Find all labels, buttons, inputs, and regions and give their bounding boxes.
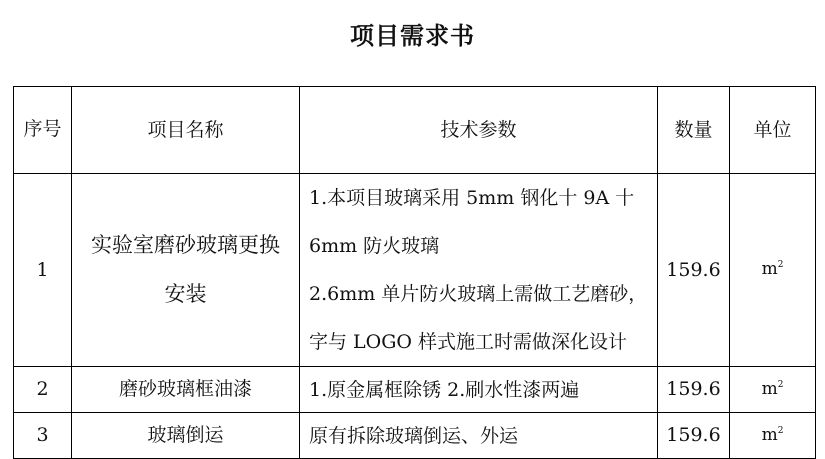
tech-line: 1.原金属框除锈 2.刷水性漆两遍 bbox=[309, 378, 580, 401]
row-tech bbox=[300, 413, 658, 459]
header-seq: 序号 bbox=[14, 87, 72, 174]
tech-line: 1.本项目玻璃采用 5mm 钢化十 9A 十 bbox=[309, 187, 635, 209]
requirements-table bbox=[13, 86, 816, 459]
header-tech: 技术参数 bbox=[300, 87, 658, 174]
table-row bbox=[14, 174, 816, 367]
header-name: 项目名称 bbox=[72, 87, 300, 174]
tech-line: 2.6mm 单片防火玻璃上需做工艺磨砂， bbox=[309, 283, 648, 305]
row-name: 玻璃倒运 bbox=[72, 413, 300, 459]
row-qty: 159.6 bbox=[658, 174, 730, 367]
table-row bbox=[14, 367, 816, 413]
row-name: 实验室磨砂玻璃更换安装 bbox=[72, 174, 300, 367]
header-qty: 数量 bbox=[658, 87, 730, 174]
table-header-row bbox=[14, 87, 816, 174]
row-unit bbox=[730, 413, 816, 459]
unit-sup: 2 bbox=[777, 379, 784, 390]
unit-sup: 2 bbox=[777, 260, 784, 271]
row-tech bbox=[300, 174, 658, 367]
unit-sup: 2 bbox=[777, 425, 784, 436]
tech-line: 原有拆除玻璃倒运、外运 bbox=[309, 424, 519, 447]
tech-line: 6mm 防火玻璃 bbox=[309, 235, 440, 257]
unit-base: m bbox=[761, 378, 778, 399]
row-seq: 1 bbox=[14, 174, 72, 367]
unit-base: m bbox=[761, 259, 778, 280]
row-unit bbox=[730, 174, 816, 367]
row-qty: 159.6 bbox=[658, 413, 730, 459]
row-seq: 3 bbox=[14, 413, 72, 459]
row-name: 磨砂玻璃框油漆 bbox=[72, 367, 300, 413]
header-unit: 单位 bbox=[730, 87, 816, 174]
table-row bbox=[14, 413, 816, 459]
tech-line: 字与 LOGO 样式施工时需做深化设计 bbox=[309, 331, 628, 353]
row-unit bbox=[730, 367, 816, 413]
unit-base: m bbox=[761, 424, 778, 445]
document-title: 项目需求书 bbox=[350, 21, 475, 50]
row-seq: 2 bbox=[14, 367, 72, 413]
row-tech bbox=[300, 367, 658, 413]
row-qty: 159.6 bbox=[658, 367, 730, 413]
